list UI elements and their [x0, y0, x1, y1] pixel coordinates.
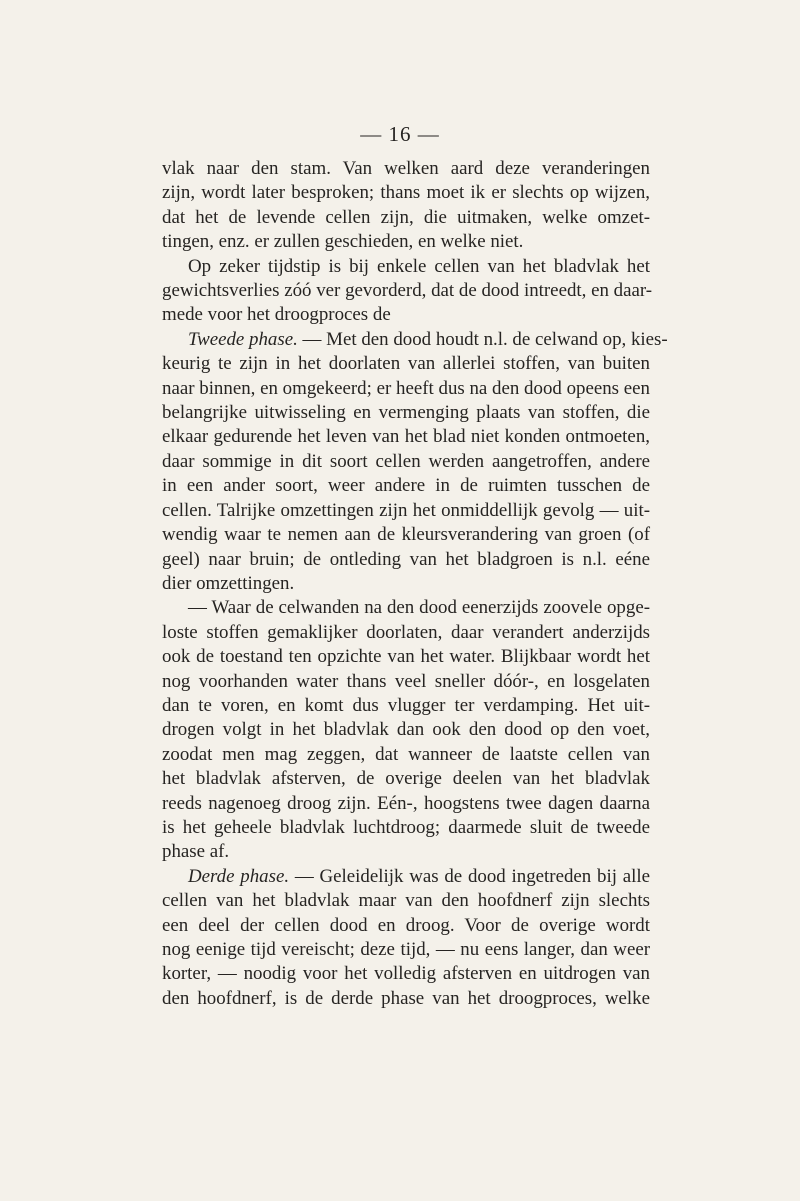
- text-line: drogen volgt in het bladvlak dan ook den dood op den voet,: [162, 719, 650, 741]
- paragraph: [162, 328, 668, 596]
- text-line: het bladvlak afsterven, de overige deelen van het bladvlak: [162, 768, 650, 790]
- text-line: [162, 865, 650, 889]
- text-line: dan te voren, en komt dus vlugger ter verdamping. Het uit-: [162, 694, 650, 716]
- text-line: een deel der cellen dood en droog. Voor de overige wordt: [162, 914, 650, 936]
- text-line: mede voor het droogproces de: [162, 304, 391, 326]
- text-line: nog eenige tijd vereischt; deze tijd, — nu eens langer, dan weer: [162, 939, 650, 960]
- text-line: phase af.: [162, 841, 230, 863]
- text-line: elkaar gedurende het leven van het blad niet konden ontmoeten,: [162, 426, 650, 448]
- text-line: daar sommige in dit soort cellen werden aangetroffen, andere: [162, 450, 650, 472]
- text-line: [162, 328, 668, 352]
- text-line: — Waar de celwanden na den dood eenerzijds zoovele opge-: [188, 597, 650, 619]
- section-heading: Tweede phase.: [188, 328, 298, 350]
- text-line: wendig waar te nemen aan de kleursverandering van groen (of: [162, 524, 650, 546]
- text-line: belangrijke uitwisseling en vermenging plaats van stoffen, die: [162, 402, 650, 424]
- page-number: — 16 —: [360, 122, 440, 146]
- text-line: dat het de levende cellen zijn, die uitmaken, welke omzet-: [162, 206, 650, 228]
- text-line: gewichtsverlies zóó ver gevorderd, dat de dood intreedt, en daar-: [162, 280, 653, 302]
- paragraph: [162, 255, 653, 328]
- text-line: loste stoffen gemaklijker doorlaten, daar verandert anderzijds: [162, 621, 650, 643]
- text-line: keurig te zijn in het doorlaten van allerlei stoffen, van buiten: [162, 353, 650, 375]
- text-line: reeds nagenoeg droog zijn. Eén-, hoogstens twee dagen daarna: [162, 792, 650, 814]
- text-line: dier omzettingen.: [162, 572, 295, 594]
- text-line: tingen, enz. er zullen geschieden, en welke niet.: [162, 231, 524, 253]
- body-text: [162, 157, 668, 1011]
- section-heading: Derde phase.: [188, 865, 290, 887]
- text-line: Op zeker tijdstip is bij enkele cellen van het bladvlak het: [188, 255, 650, 277]
- text-line: cellen. Talrijke omzettingen zijn het onmiddellijk gevolg — uit-: [162, 499, 650, 521]
- text-line: korter, — noodig voor het volledig afsterven en uitdrogen van: [162, 963, 650, 985]
- text-line: nog voorhanden water thans veel sneller dóór-, en losgelaten: [162, 670, 650, 692]
- text-line: is het geheele bladvlak luchtdroog; daarmede sluit de tweede: [162, 816, 650, 838]
- text-line: ook de toestand ten opzichte van het water. Blijkbaar wordt het: [162, 646, 650, 668]
- text-line: den hoofdnerf, is de derde phase van het droogproces, welke: [162, 987, 650, 1009]
- paragraph: [162, 865, 650, 1011]
- text-line: zoodat men mag zeggen, dat wanneer de laatste cellen van: [162, 743, 650, 765]
- text-line: zijn, wordt later besproken; thans moet ik er slechts op wijzen,: [162, 182, 650, 204]
- paragraph: [162, 157, 650, 255]
- paragraph: [162, 596, 650, 864]
- text-line: vlak naar den stam. Van welken aard deze veranderingen: [162, 158, 650, 179]
- text-line: in een ander soort, weer andere in de ruimten tusschen de: [162, 475, 650, 497]
- heading-continuation: — Geleidelijk was de dood ingetreden bij alle: [289, 865, 650, 887]
- text-line: cellen van het bladvlak maar van den hoofdnerf zijn slechts: [162, 890, 650, 912]
- heading-continuation: — Met den dood houdt n.l. de celwand op, kies-: [297, 328, 668, 350]
- text-line: geel) naar bruin; de ontleding van het bladgroen is n.l. eéne: [162, 548, 650, 570]
- text-line: naar binnen, en omgekeerd; er heeft dus na den dood opeens een: [162, 377, 650, 399]
